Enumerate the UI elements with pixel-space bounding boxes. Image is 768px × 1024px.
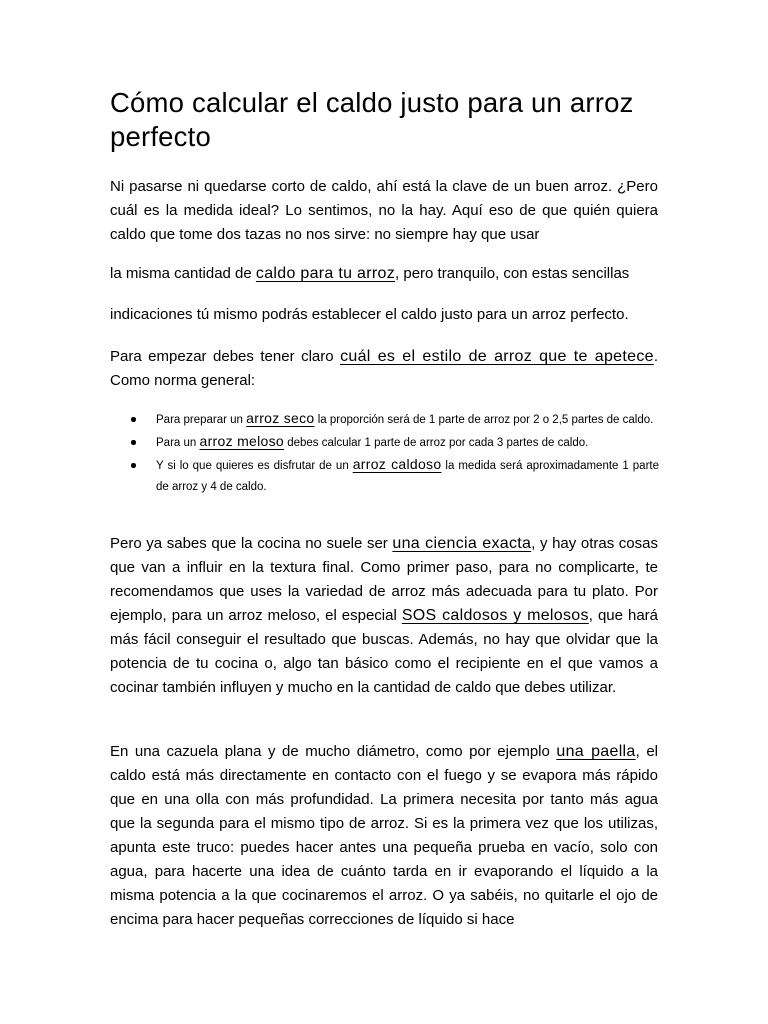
list-item-arroz-seco [131,408,659,431]
intro-line-2-after: , pero tranquilo, con estas sencillas [395,265,630,282]
list-item-text: Para un [156,437,200,449]
list-item-text: Y si lo que quieres es disfrutar de un [156,460,353,472]
proportions-list [131,408,659,498]
list-item-text: la proporción será de 1 parte de arroz por 2 o 2,5 partes de caldo. [314,414,654,426]
cocina-paragraph-middle: , y hay otras cosas que van a influir en la textura final. Como primer paso, para no complicarte, te recomendamos que uses la variedad de arroz más adecuada para tu plato. Por ejemplo, para un arroz meloso, el especial [110,535,658,624]
intro-line-2-before: la misma cantidad de [110,265,256,282]
list-item-arroz-meloso [131,431,659,454]
intro-line-3: indicaciones tú mismo podrás establecer el caldo justo para un arroz perfecto. [110,306,629,323]
list-item-text: la medida será aproximadamente 1 parte de arroz y 4 de caldo. [156,460,659,493]
bullet-icon [131,463,136,468]
cazuela-paragraph-before: En una cazuela plana y de mucho diámetro, como por ejemplo [110,743,557,760]
arroz-meloso-link[interactable]: arroz meloso [199,433,285,449]
estilo-de-arroz-link[interactable]: cuál es el estilo de arroz que te apetece [340,348,654,365]
page-title: Cómo calcular el caldo justo para un arroz perfecto [110,87,634,152]
arroz-seco-link[interactable]: arroz seco [246,410,315,426]
cazuela-paragraph-after: , el caldo está más directamente en contacto con el fuego y se evapora más rápido que en una olla con más profundidad. La primera necesita por tanto más agua que la segunda para el mismo tipo de arroz. Si es la primera vez que los utilizas, apunta este truco: puedes hacer antes una pequeña prueba en vacío, solo con agua, para hacerte una idea de cuánto tarda en ir evaporando el líquido a la misma potencia a la que cocinaremos el arroz. O ya sabéis, no quitarle el ojo de encima para hacer pequeñas correcciones de líquido si hace [110,743,659,928]
bullet-icon [131,417,136,422]
ciencia-exacta-link[interactable]: una ciencia exacta [392,535,532,552]
list-item-arroz-caldoso [131,454,659,498]
style-paragraph-after: . Como norma general: [110,348,658,389]
intro-paragraph: Ni pasarse ni quedarse corto de caldo, ahí está la clave de un buen arroz. ¿Pero cuál es la medida ideal? Lo sentimos, no la hay. Aquí eso de que quién quiera caldo que tome dos tazas no nos sirve: no siempre hay que usar [110,178,658,243]
bullet-icon [131,440,136,445]
caldo-para-tu-arroz-link[interactable]: caldo para tu arroz [255,265,396,282]
style-paragraph [110,345,658,393]
style-paragraph-before: Para empezar debes tener claro [110,348,341,365]
intro-line-2 [110,262,629,286]
cocina-paragraph [110,532,658,700]
cocina-paragraph-before: Pero ya sabes que la cocina no suele ser [110,535,393,552]
list-item-text: Para preparar un [156,414,247,426]
arroz-caldoso-link[interactable]: arroz caldoso [352,456,442,472]
cazuela-paragraph [110,740,658,932]
list-item-text: debes calcular 1 parte de arroz por cada 3 partes de caldo. [284,437,589,449]
sos-caldosos-melosos-link[interactable]: SOS caldosos y melosos [401,607,589,624]
cocina-paragraph-after: , que hará más fácil conseguir el resultado que buscas. Además, no hay que olvidar que la potencia de tu cocina o, algo tan básico como el recipiente en el que vamos a cocinar también influyen y mucho en la cantidad de caldo que debes utilizar. [110,607,658,696]
una-paella-link[interactable]: una paella [556,743,636,760]
